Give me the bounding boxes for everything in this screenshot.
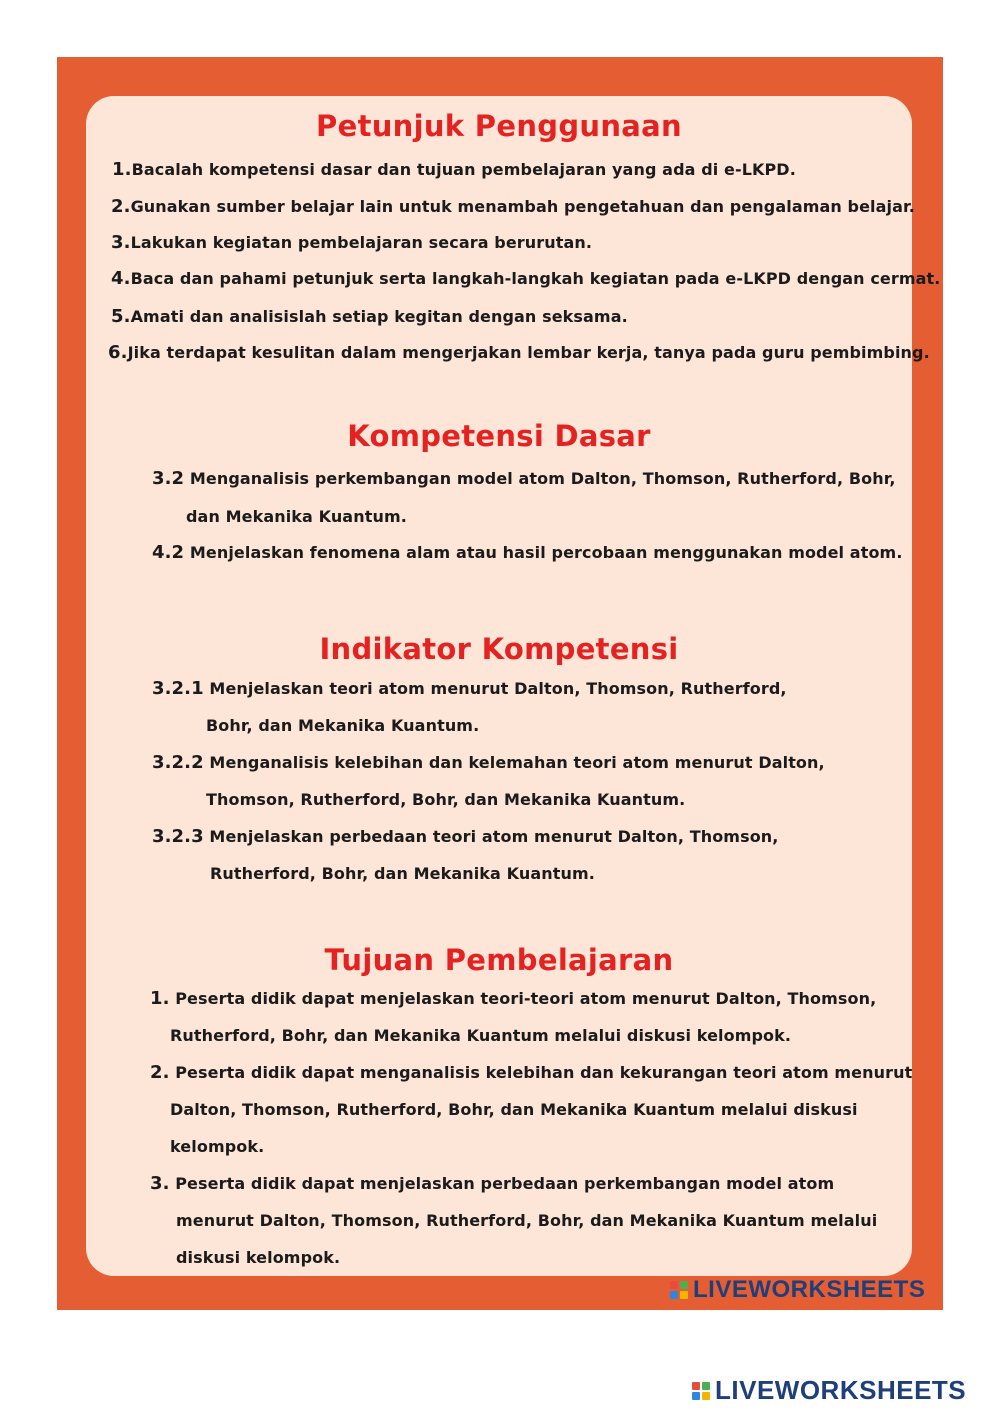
petunjuk-title: Petunjuk Penggunaan (316, 109, 682, 143)
liveworksheets-logo-text: LIVEWORKSHEETS (715, 1375, 967, 1405)
tujuan-item-3-continued: diskusi kelompok. (176, 1248, 341, 1267)
tujuan-item-1 (150, 988, 876, 1010)
kompetensi-item-2 (152, 542, 903, 564)
item-text: Bacalah kompetensi dasar dan tujuan pembelajaran yang ada di e-LKPD. (131, 160, 796, 179)
item-number: 1. (150, 988, 170, 1009)
item-number: 4. (111, 268, 131, 289)
liveworksheets-logo-bottom (692, 1375, 966, 1406)
kompetensi-item-1-continued: dan Mekanika Kuantum. (186, 507, 407, 526)
tujuan-item-3 (150, 1173, 834, 1195)
item-text: Menjelaskan teori atom menurut Dalton, Thomson, Rutherford, (209, 679, 787, 698)
item-number: 6. (108, 342, 128, 363)
item-text: Menganalisis perkembangan model atom Dalton, Thomson, Rutherford, Bohr, (189, 469, 896, 488)
petunjuk-item-1 (112, 159, 796, 181)
item-text: Jika terdapat kesulitan dalam mengerjakan lembar kerja, tanya pada guru pembimbing. (127, 343, 930, 362)
petunjuk-item-6 (108, 342, 930, 364)
item-number: 3.2.3 (152, 826, 204, 847)
liveworksheets-logo-icon (692, 1382, 712, 1402)
item-number: 1. (112, 159, 132, 180)
indikator-item-3-continued: Rutherford, Bohr, dan Mekanika Kuantum. (210, 864, 595, 883)
item-text: Lakukan kegiatan pembelajaran secara berurutan. (130, 233, 593, 252)
tujuan-item-2 (150, 1062, 912, 1084)
petunjuk-item-5 (111, 306, 628, 328)
item-text: Menganalisis kelebihan dan kelemahan teori atom menurut Dalton, (209, 753, 825, 772)
item-text: Gunakan sumber belajar lain untuk menambah pengetahuan dan pengalaman belajar. (130, 197, 915, 216)
liveworksheets-logo-inner (670, 1276, 925, 1304)
petunjuk-item-2 (111, 196, 915, 218)
kompetensi-title: Kompetensi Dasar (347, 419, 651, 453)
item-text: Peserta didik dapat menjelaskan perbedaan perkembangan model atom (175, 1174, 835, 1193)
indikator-item-2 (152, 752, 825, 774)
tujuan-item-3-continued: menurut Dalton, Thomson, Rutherford, Bohr, dan Mekanika Kuantum melalui (176, 1211, 878, 1230)
tujuan-item-2-continued: Dalton, Thomson, Rutherford, Bohr, dan Mekanika Kuantum melalui diskusi (170, 1100, 858, 1119)
petunjuk-item-3 (111, 232, 592, 254)
item-number: 3. (111, 232, 131, 253)
content-card (86, 96, 941, 1276)
item-text: Baca dan pahami petunjuk serta langkah-langkah kegiatan pada e-LKPD dengan cermat. (130, 269, 941, 288)
item-number: 2. (150, 1062, 170, 1083)
item-number: 3.2 (152, 468, 185, 489)
liveworksheets-logo-text: LIVEWORKSHEETS (693, 1276, 926, 1303)
indikator-item-2-continued: Thomson, Rutherford, Bohr, dan Mekanika Kuantum. (206, 790, 686, 809)
tujuan-item-2-continued: kelompok. (170, 1137, 265, 1156)
item-number: 3.2.2 (152, 752, 204, 773)
tujuan-title: Tujuan Pembelajaran (324, 943, 674, 977)
item-number: 4.2 (152, 542, 185, 563)
item-number: 3. (150, 1173, 170, 1194)
indikator-item-3 (152, 826, 778, 848)
tujuan-item-1-continued: Rutherford, Bohr, dan Mekanika Kuantum melalui diskusi kelompok. (170, 1026, 792, 1045)
liveworksheets-logo-icon (670, 1281, 690, 1301)
indikator-item-1-continued: Bohr, dan Mekanika Kuantum. (206, 716, 480, 735)
item-number: 5. (111, 306, 131, 327)
kompetensi-item-1 (152, 468, 896, 490)
item-number: 2. (111, 196, 131, 217)
indikator-title: Indikator Kompetensi (319, 632, 679, 666)
petunjuk-item-4 (111, 268, 940, 290)
item-text: Menjelaskan perbedaan teori atom menurut Dalton, Thomson, (209, 827, 779, 846)
item-text: Peserta didik dapat menganalisis kelebihan dan kekurangan teori atom menurut (175, 1063, 913, 1082)
item-number: 3.2.1 (152, 678, 204, 699)
indikator-item-1 (152, 678, 787, 700)
item-text: Menjelaskan fenomena alam atau hasil percobaan menggunakan model atom. (189, 543, 903, 562)
item-text: Peserta didik dapat menjelaskan teori-teori atom menurut Dalton, Thomson, (175, 989, 877, 1008)
item-text: Amati dan analisislah setiap kegitan dengan seksama. (130, 307, 628, 326)
